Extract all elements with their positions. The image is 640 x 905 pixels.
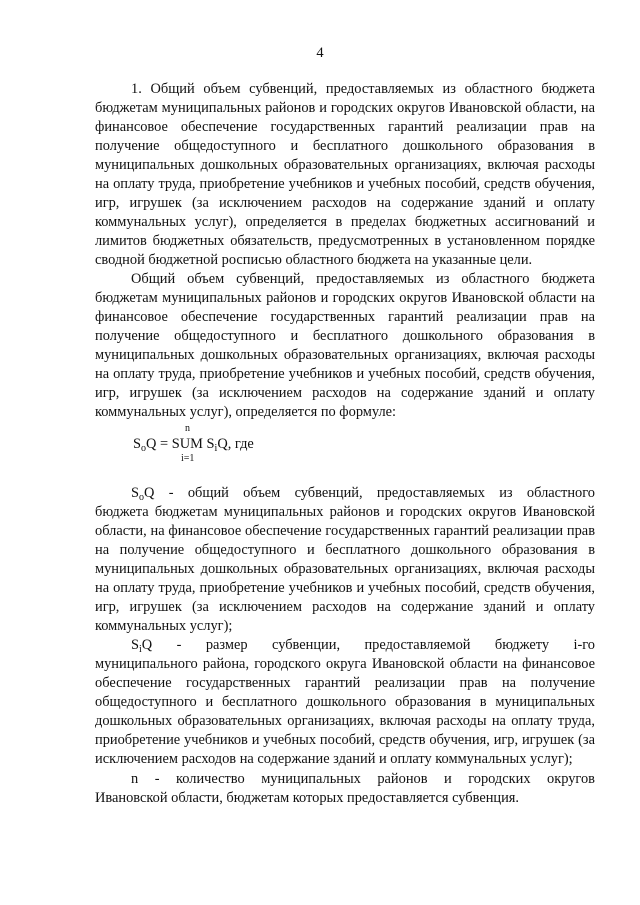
definition-text: бюджета бюджетам муниципальных районов и городских округов Ивановской области, на финансовое обеспечение государственных гарантий реализации прав на получение общедоступного и бесплатного дошкольного образования в муниципальных дошкольных образовательных организациях, включая расходы на оплату труда, приобретение учебников и учебных пособий, средств обучения, игр, игрушек (за исключением расходов на содержание зданий и оплату коммунальных услуг);	[95, 504, 595, 634]
paragraph-2: Общий объем субвенций, предоставляемых из областного бюджета бюджетам муниципальных районов и городских округов Ивановской области на финансовое обеспечение государственных гарантий реализации прав на получение общедоступного и бесплатного дошкольного образования в муниципальных дошкольных образовательных организациях, включая расходы на оплату труда, приобретение учебников и учебных пособий, средств обучения, игр, игрушек (за исключением расходов на содержание зданий и оплату коммунальных услуг), определяется по формуле:	[95, 271, 595, 420]
formula-expression: $S_oQ$ = SUM $S_iQ$, где	[133, 436, 254, 454]
definition-total-subvention	[95, 484, 595, 636]
paragraph-1-block	[95, 80, 595, 270]
symbol-so-q: $S_oQ$	[131, 485, 155, 503]
definition-first-line: n - количество муниципальных районов и городских округов	[131, 771, 595, 787]
paragraph-1: 1. Общий объем субвенций, предоставляемых из областного бюджета бюджетам муниципальных районов и городских округов Ивановской области, на финансовое обеспечение государственных гарантий реализации прав на получение общедоступного и бесплатного дошкольного образования в муниципальных дошкольных образовательных организациях, включая расходы на оплату труда, приобретение учебников и учебных пособий, средств обучения, игр, игрушек (за исключением расходов на содержание зданий и оплату коммунальных услуг), определяется в пределах бюджетных ассигнований и лимитов бюджетных обязательств, предусмотренных в установленном порядке сводной бюджетной росписью областного бюджета на указанные цели.	[95, 81, 595, 268]
definition-text: муниципального района, городского округа Ивановской области на финансовое обеспечение государственных гарантий реализации прав на получение общедоступного и бесплатного дошкольного образования в муниципальных дошкольных образовательных организациях, включая расходы на оплату труда, приобретение учебников и учебных пособий, средств обучения, игр, игрушек (за исключением расходов на содержание зданий и оплату коммунальных услуг);	[95, 656, 595, 767]
page-number: 4	[316, 45, 324, 61]
definition-first-line: $S_iQ$ - размер субвенции, предоставляемой бюджету i-го	[131, 637, 595, 655]
definition-text: Ивановской области, бюджетам которых предоставляется субвенция.	[95, 790, 520, 806]
formula-lower-limit: i=1	[181, 453, 195, 464]
formula-upper-limit: n	[185, 423, 190, 434]
symbol-n: n	[131, 771, 139, 787]
symbol-si-q: $S_iQ$	[131, 637, 153, 655]
definition-municipal-subvention	[95, 636, 595, 769]
definition-count	[95, 770, 595, 808]
paragraph-2-block	[95, 270, 595, 422]
definition-first-line: $S_oQ$ - общий объем субвенций, предоставляемых из областного	[131, 485, 595, 503]
sum-formula	[133, 424, 353, 464]
